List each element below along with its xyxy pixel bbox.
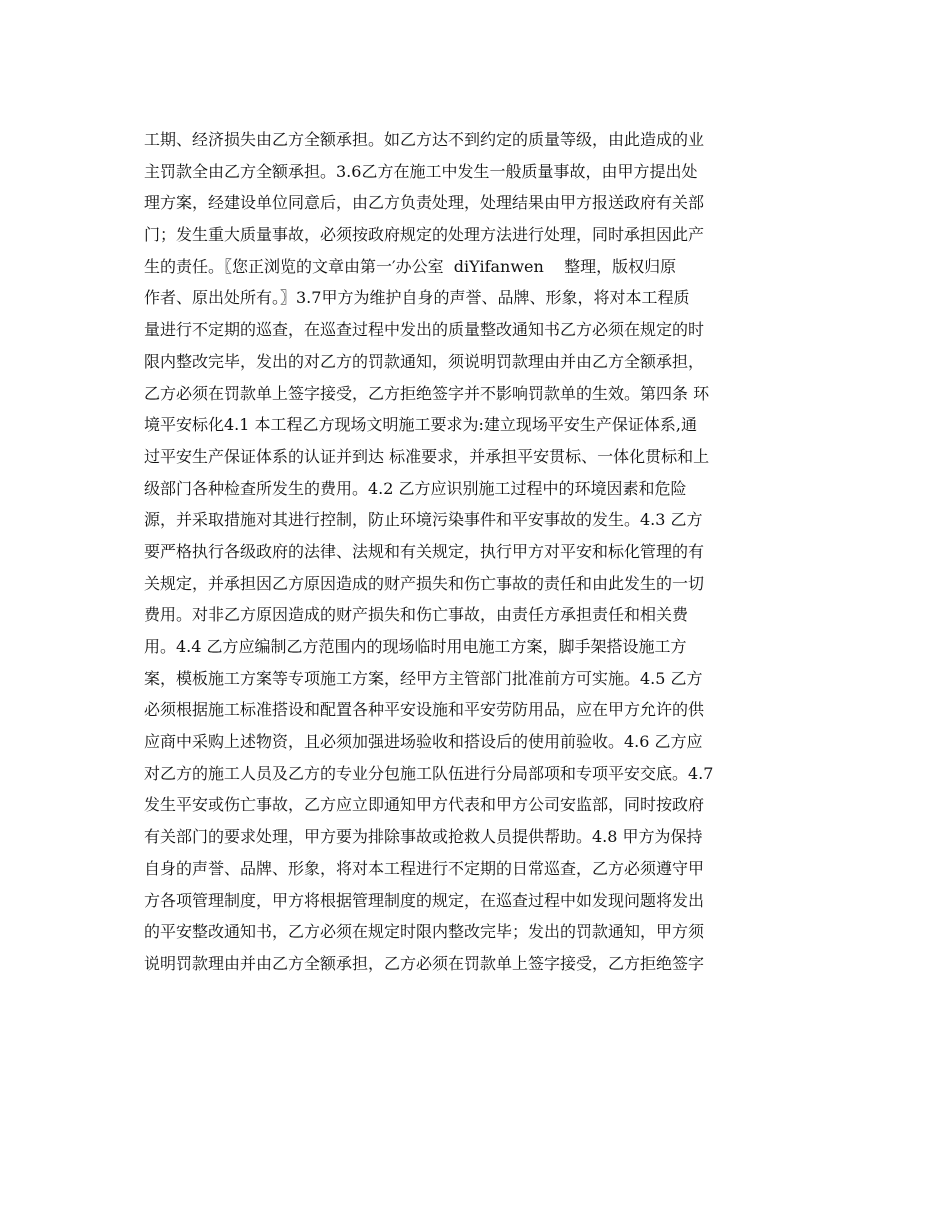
text-line: 作者、原出处所有。〗3.7甲方为维护自身的声誉、品牌、形象，将对本工程质 [144, 288, 690, 308]
body-text [144, 124, 814, 980]
text-line: 级部门各种检查所发生的费用。4.2 乙方应识别施工过程中的环境因素和危险 [144, 478, 687, 498]
text-line: 自身的声誉、品牌、形象，将对本工程进行不定期的日常巡查，乙方必须遵守甲 [144, 858, 705, 878]
text-line: 工期、经济损失由乙方全额承担。如乙方达不到约定的质量等级，由此造成的业 [144, 130, 705, 149]
text-line: 关规定，并承担因乙方原因造成的财产损失和伤亡事故的责任和由此发生的一切 [144, 573, 705, 593]
text-line: 过平安生产保证体系的认证并到达 标准要求，并承担平安贯标、一体化贯标和上 [144, 446, 710, 466]
text-line: 理方案，经建设单位同意后，由乙方负责处理，处理结果由甲方报送政府有关部 [144, 193, 705, 213]
text-line: 限内整改完毕，发出的对乙方的罚款通知，须说明罚款理由并由乙方全额承担， [144, 351, 705, 371]
text-line: 对乙方的施工人员及乙方的专业分包施工队伍进行分局部项和专项平安交底。4.7 [144, 763, 714, 783]
text-line: 发生平安或伤亡事故，乙方应立即通知甲方代表和甲方公司安监部，同时按政府 [144, 795, 705, 815]
text-line: 有关部门的要求处理，甲方要为排除事故或抢救人员提供帮助。4.8 甲方为保持 [144, 827, 703, 847]
text-line: 乙方必须在罚款单上签字接受，乙方拒绝签字并不影响罚款单的生效。第四条 环 [144, 383, 710, 403]
text-line: 的平安整改通知书，乙方必须在规定时限内整改完毕；发出的罚款通知，甲方须 [144, 922, 705, 942]
text-line: 用。4.4 乙方应编制乙方范围内的现场临时用电施工方案，脚手架搭设施工方 [144, 637, 687, 656]
text-line: 费用。对非乙方原因造成的财产损失和伤亡事故，由责任方承担责任和相关费 [144, 605, 689, 625]
text-line: 源，并采取措施对其进行控制，防止环境污染事件和平安事故的发生。4.3 乙方 [144, 510, 703, 530]
text-line: 必须根据施工标准搭设和配置各种平安设施和平安劳防用品，应在甲方允许的供 [144, 700, 705, 720]
text-line: 说明罚款理由并由乙方全额承担，乙方必须在罚款单上签字接受，乙方拒绝签字 [144, 953, 705, 973]
text-line: 主罚款全由乙方全额承担。3.6乙方在施工中发生一般质量事故，由甲方提出处 [144, 161, 698, 181]
text-line: 案，模板施工方案等专项施工方案，经甲方主管部门批准前方可实施。4.5 乙方 [144, 668, 703, 688]
text-line: 应商中采购上述物资，且必须加强进场验收和搭设后的使用前验收。4.6 乙方应 [144, 732, 703, 752]
text-line: 量进行不定期的巡查，在巡查过程中发出的质量整改通知书乙方必须在规定的时 [144, 320, 705, 340]
text-line: 门；发生重大质量事故，必须按政府规定的处理方法进行处理，同时承担因此产 [144, 225, 705, 245]
text-line: 要严格执行各级政府的法律、法规和有关规定，执行甲方对平安和标化管理的有 [144, 541, 705, 561]
text-line: 生的责任。〖您正浏览的文章由第一′办公室 diYifanwen 整理，版权归原 [144, 256, 677, 276]
text-line: 方各项管理制度，甲方将根据管理制度的规定，在巡查过程中如发现问题将发出 [144, 890, 705, 910]
text-line: 境平安标化4.1 本工程乙方现场文明施工要求为:建立现场平安生产保证体系,通 [144, 415, 698, 435]
